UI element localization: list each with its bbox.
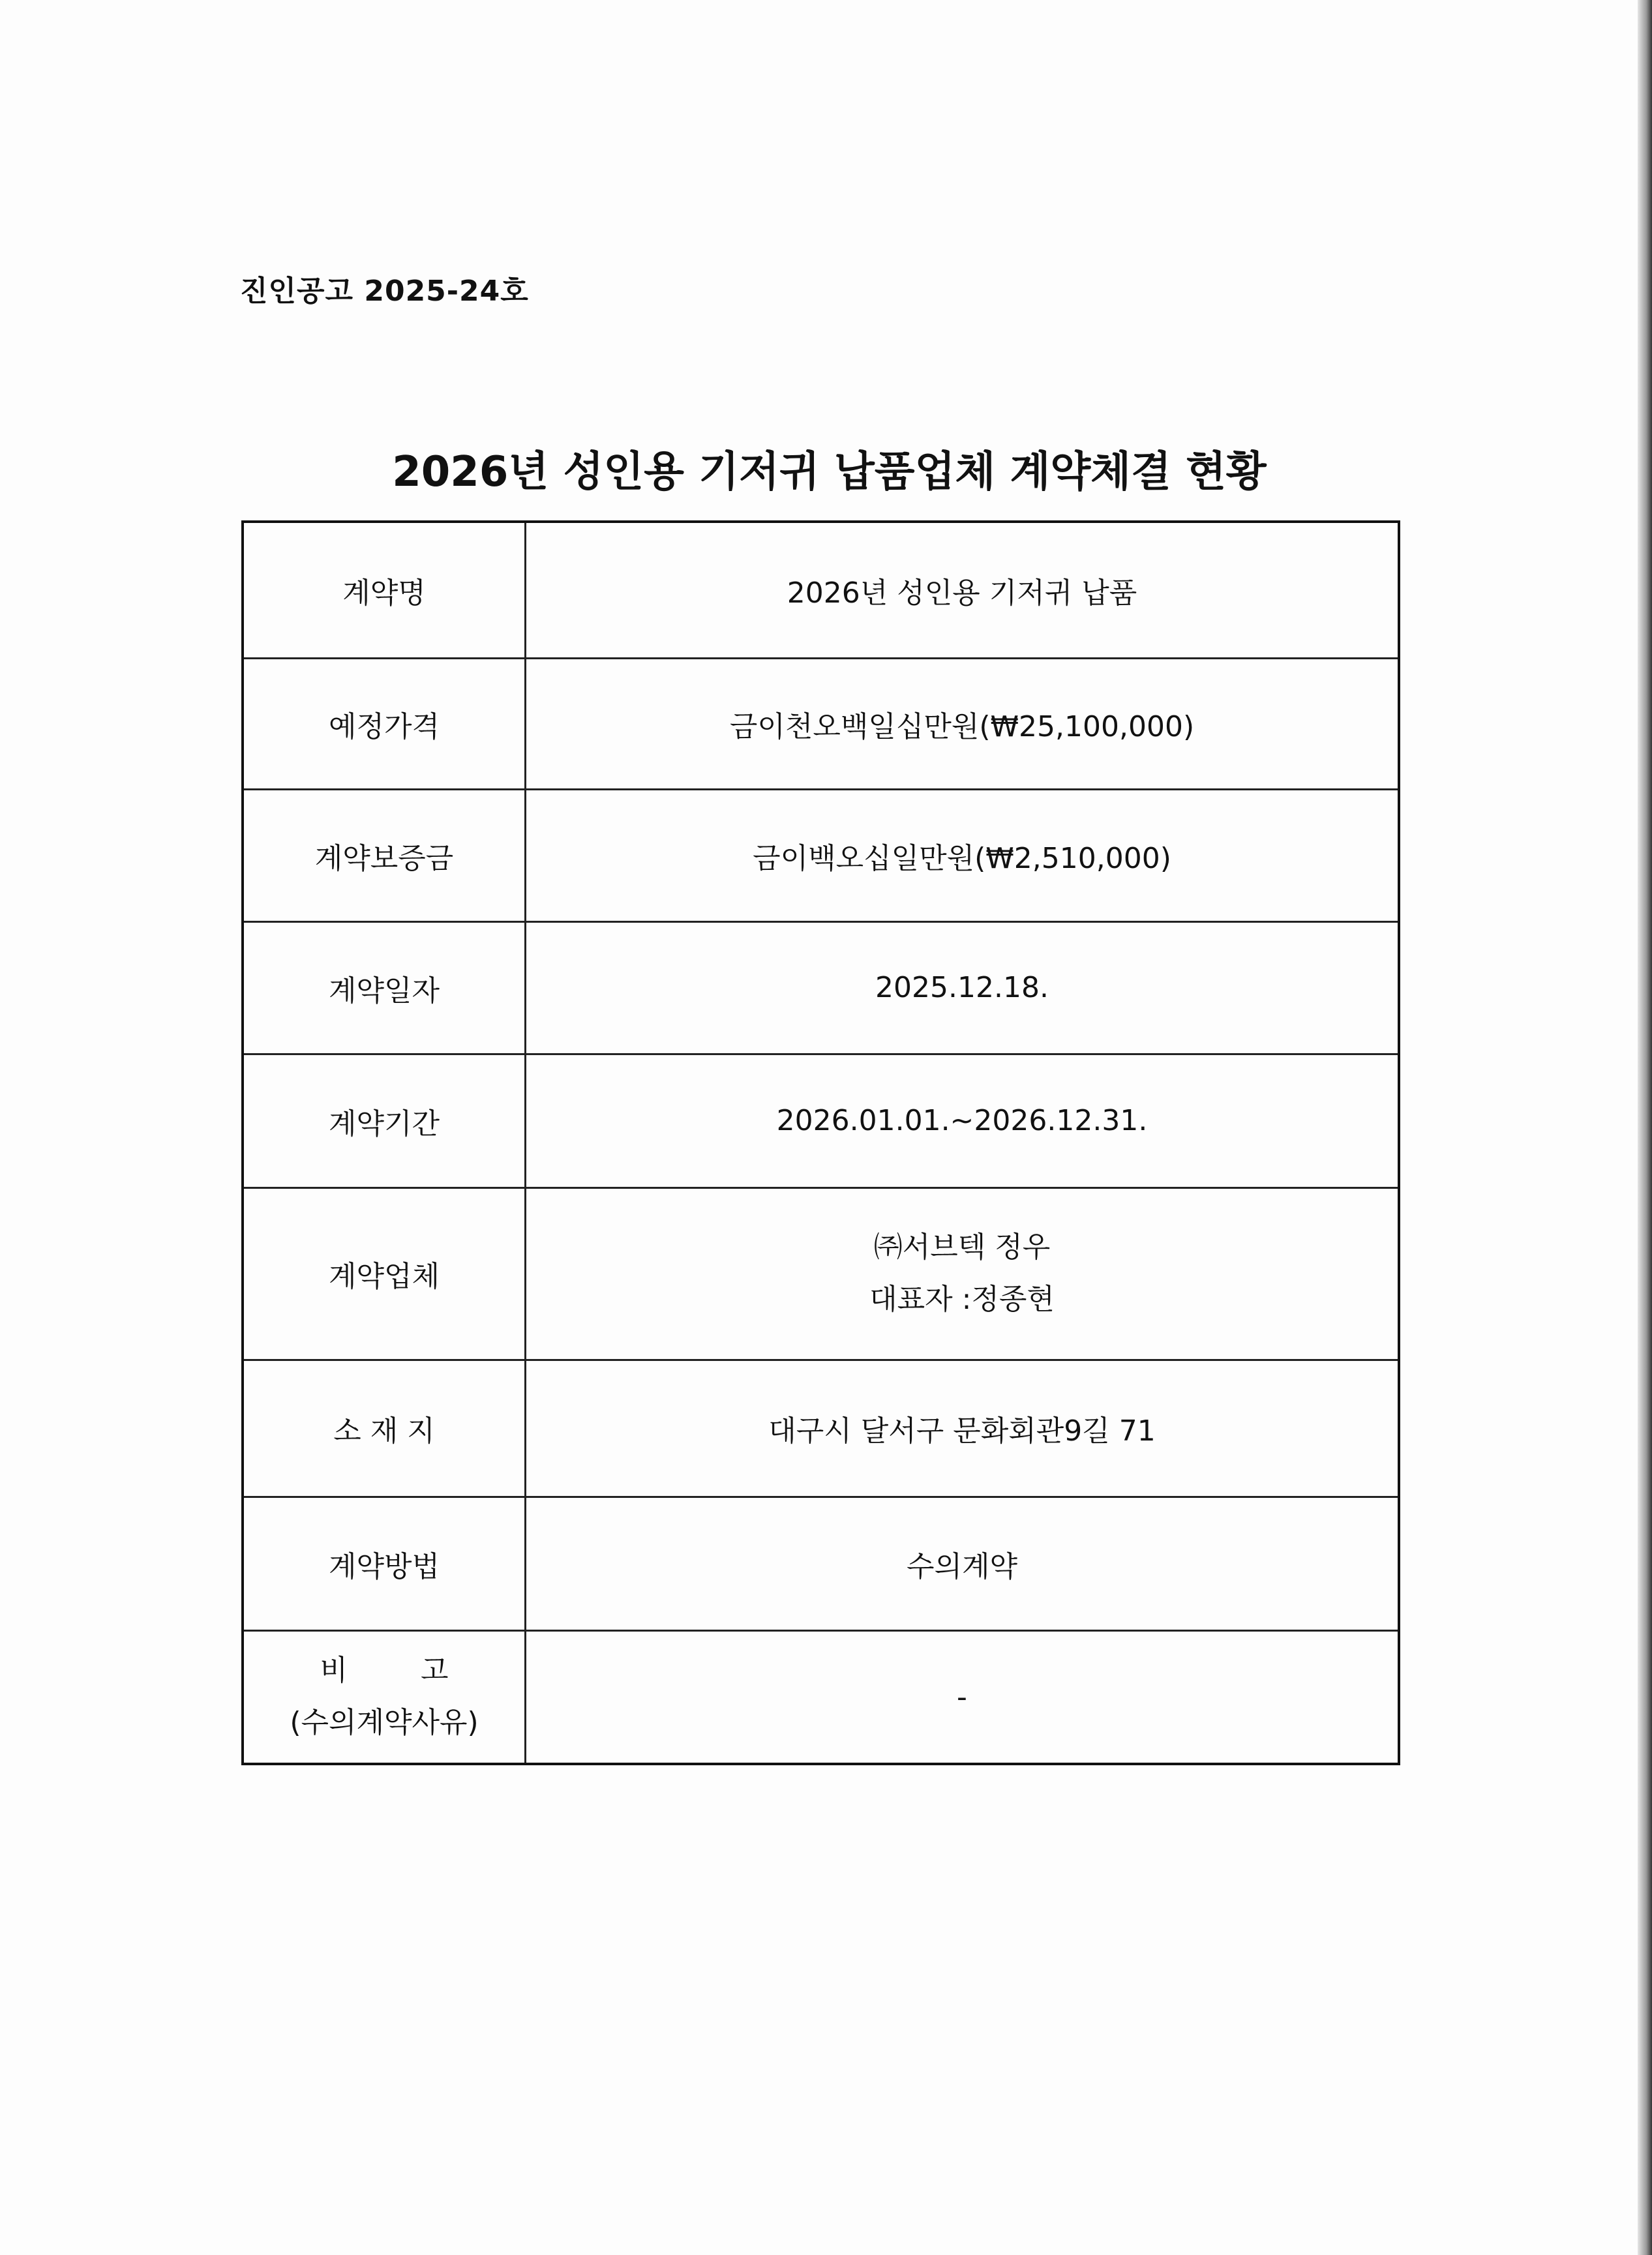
row-label: 계약방법 [243, 1497, 526, 1630]
table-row [243, 1630, 1399, 1764]
table-row [243, 658, 1399, 789]
contract-table [241, 520, 1400, 1765]
table-row [243, 1360, 1399, 1497]
document-title: 2026년 성인용 기저귀 납품업체 계약체결 현황 [392, 448, 1267, 496]
row-label: 계약일자 [243, 921, 526, 1054]
table-row [243, 1187, 1399, 1360]
table-row [243, 1054, 1399, 1187]
row-label: 소 재 지 [243, 1360, 526, 1497]
remarks-sublabel: (수의계약사유) [290, 1706, 479, 1740]
row-value: 금이천오백일십만원(₩25,100,000) [526, 658, 1400, 789]
row-label [243, 1630, 526, 1764]
row-value [526, 1187, 1400, 1360]
row-value: 수의계약 [526, 1497, 1400, 1630]
table-row [243, 1497, 1399, 1630]
row-label: 계약기간 [243, 1054, 526, 1187]
row-label: 계약업체 [243, 1187, 526, 1360]
row-value: 2025.12.18. [526, 921, 1400, 1054]
row-value: 2026.01.01.~2026.12.31. [526, 1054, 1400, 1187]
company-name: ㈜서브텍 정우 [873, 1231, 1051, 1264]
row-label: 계약명 [243, 522, 526, 658]
row-value: 대구시 달서구 문화회관9길 71 [526, 1360, 1400, 1497]
page-edge [1638, 0, 1652, 2255]
table-row [243, 522, 1399, 658]
row-label: 예정가격 [243, 658, 526, 789]
table-row [243, 789, 1399, 921]
row-value: 2026년 성인용 기저귀 납품 [526, 522, 1400, 658]
remarks-label: 비 고 [320, 1654, 449, 1688]
row-label: 계약보증금 [243, 789, 526, 921]
company-representative: 대표자 :정종현 [869, 1283, 1055, 1316]
table-row [243, 921, 1399, 1054]
row-value: - [526, 1630, 1400, 1764]
notice-number: 진인공고 2025-24호 [240, 275, 529, 308]
row-value: 금이백오십일만원(₩2,510,000) [526, 789, 1400, 921]
